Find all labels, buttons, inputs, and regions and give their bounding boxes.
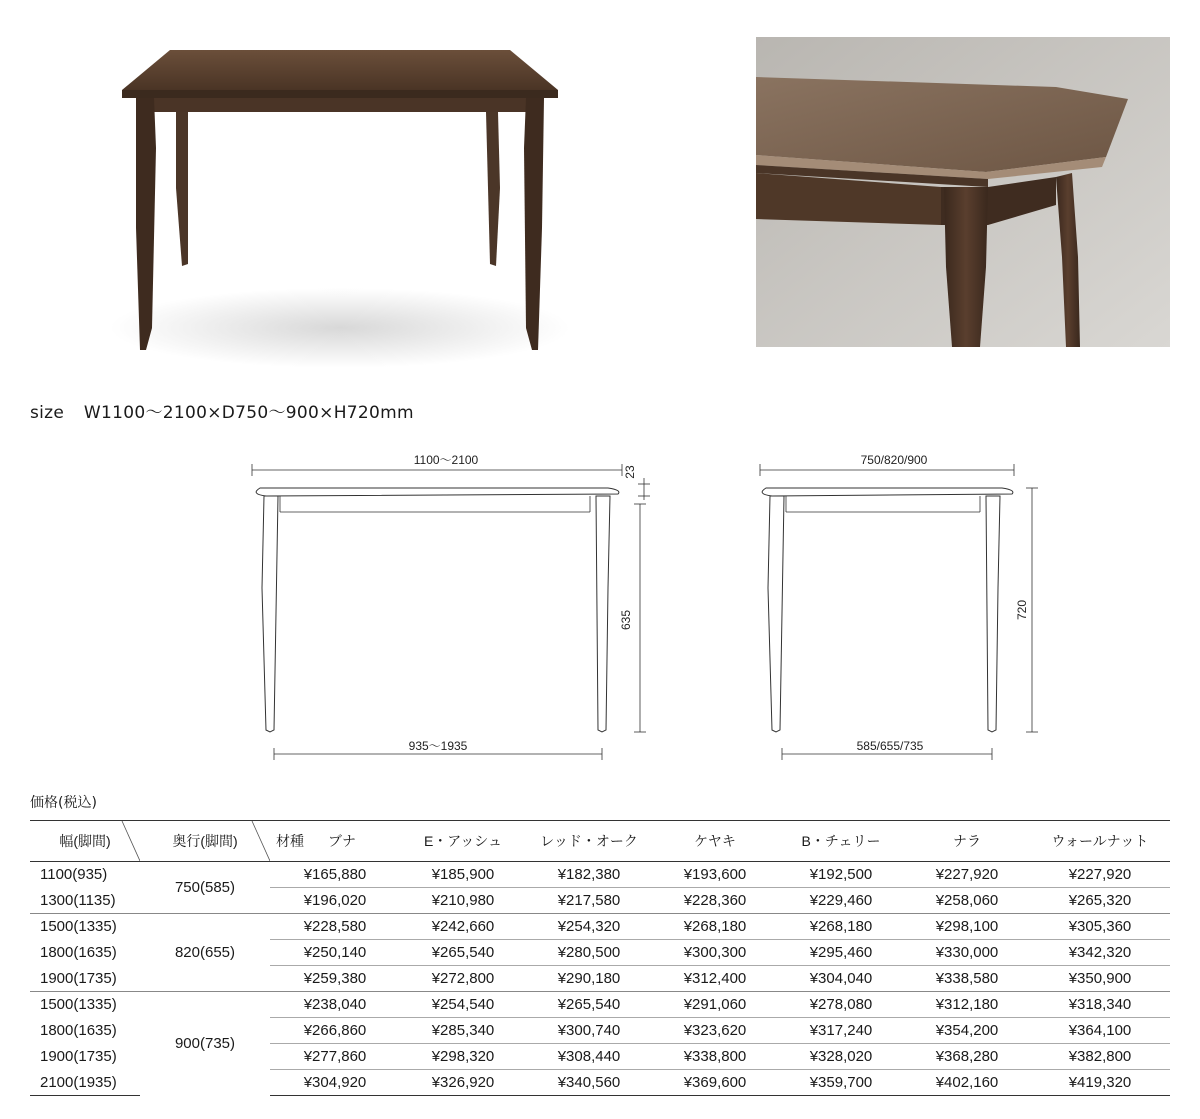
price-cell: ¥278,080 (778, 992, 904, 1018)
price-table (30, 820, 1170, 1096)
price-cell: ¥254,320 (526, 914, 652, 940)
price-cell: ¥350,900 (1030, 966, 1170, 992)
table-row (30, 992, 1170, 1018)
header-material: 材種 ブナ (270, 821, 400, 862)
side-leg-span-dimension: 585/655/735 (856, 739, 924, 753)
price-cell: ¥354,200 (904, 1018, 1030, 1044)
price-cell: ¥298,320 (400, 1044, 526, 1070)
price-cell: ¥323,620 (652, 1018, 778, 1044)
price-cell: ¥308,440 (526, 1044, 652, 1070)
price-cell: ¥285,340 (400, 1018, 526, 1044)
header-material-red-oak: レッド・オーク (526, 821, 652, 862)
price-cell: ¥402,160 (904, 1070, 1030, 1096)
price-cell: ¥280,500 (526, 940, 652, 966)
price-cell: ¥265,540 (400, 940, 526, 966)
size-value: W1100〜2100×D750〜900×H720mm (83, 403, 414, 423)
table-row (30, 862, 1170, 888)
price-cell: ¥318,340 (1030, 992, 1170, 1018)
price-cell: ¥338,800 (652, 1044, 778, 1070)
leg-height-dimension: 635 (619, 609, 633, 631)
table-row (30, 914, 1170, 940)
price-cell: ¥342,320 (1030, 940, 1170, 966)
price-cell: ¥305,360 (1030, 914, 1170, 940)
price-cell: ¥359,700 (778, 1070, 904, 1096)
price-cell: ¥364,100 (1030, 1018, 1170, 1044)
price-cell: ¥258,060 (904, 888, 1030, 914)
price-cell: ¥250,140 (270, 940, 400, 966)
header-material-oak: ナラ (904, 821, 1030, 862)
price-cell: ¥295,460 (778, 940, 904, 966)
price-cell: ¥317,240 (778, 1018, 904, 1044)
price-cell: ¥268,180 (778, 914, 904, 940)
front-leg-span-dimension: 935〜1935 (408, 739, 468, 753)
header-material-walnut: ウォールナット (1030, 821, 1170, 862)
top-thickness-dimension: 23 (623, 465, 637, 479)
price-cell: ¥192,500 (778, 862, 904, 888)
width-cell: 1900(1735) (40, 1048, 117, 1065)
width-cell: 1100(935) (30, 862, 140, 888)
table-photo (70, 28, 610, 368)
price-cell: ¥227,920 (904, 862, 1030, 888)
price-cell: ¥193,600 (652, 862, 778, 888)
header-diagonal-divider (30, 821, 140, 861)
price-cell: ¥369,600 (652, 1070, 778, 1096)
price-cell: ¥182,380 (526, 862, 652, 888)
price-cell: ¥300,300 (652, 940, 778, 966)
price-cell: ¥328,020 (778, 1044, 904, 1070)
width-cell: 1500(1335) (30, 914, 140, 940)
price-cell: ¥242,660 (400, 914, 526, 940)
depth-cell: 820(655) (140, 914, 270, 992)
price-cell: ¥268,180 (652, 914, 778, 940)
price-cell: ¥330,000 (904, 940, 1030, 966)
price-cell: ¥238,040 (270, 992, 400, 1018)
front-width-dimension: 1100〜2100 (413, 453, 479, 467)
side-depth-dimension: 750/820/900 (860, 453, 928, 467)
front-view-drawing (240, 448, 660, 768)
price-cell: ¥312,400 (652, 966, 778, 992)
table-corner-detail-photo (756, 37, 1170, 347)
price-cell: ¥217,580 (526, 888, 652, 914)
price-cell: ¥340,560 (526, 1070, 652, 1096)
width-cell: 1500(1335) (30, 992, 140, 1018)
width-cell: 1800(1635) (40, 944, 117, 961)
size-label: size (30, 403, 65, 423)
price-cell: ¥326,920 (400, 1070, 526, 1096)
price-cell: ¥185,900 (400, 862, 526, 888)
price-table-header (30, 821, 1170, 862)
price-cell: ¥312,180 (904, 992, 1030, 1018)
price-heading: 価格(税込) (30, 795, 97, 811)
price-cell: ¥254,540 (400, 992, 526, 1018)
price-cell: ¥265,320 (1030, 888, 1170, 914)
depth-cell: 900(735) (140, 992, 270, 1096)
corner-detail-illustration (756, 37, 1170, 347)
size-specification (30, 398, 414, 423)
header-material-b-cherry: B・チェリー (778, 821, 904, 862)
price-cell: ¥259,380 (270, 966, 400, 992)
price-cell: ¥272,800 (400, 966, 526, 992)
header-width: 幅(脚間) (30, 821, 140, 862)
price-cell: ¥368,280 (904, 1044, 1030, 1070)
header-material-zelkova: ケヤキ (652, 821, 778, 862)
header-material-beech: ブナ (328, 833, 356, 849)
price-cell: ¥304,040 (778, 966, 904, 992)
total-height-dimension: 720 (1015, 599, 1029, 621)
price-cell: ¥227,920 (1030, 862, 1170, 888)
header-depth: 奥行(脚間) (140, 821, 270, 862)
price-cell: ¥382,800 (1030, 1044, 1170, 1070)
side-view-drawing (750, 448, 1050, 768)
price-cell: ¥228,360 (652, 888, 778, 914)
price-cell: ¥300,740 (526, 1018, 652, 1044)
price-cell: ¥298,100 (904, 914, 1030, 940)
width-cell: 1900(1735) (40, 969, 117, 987)
width-cell: 1800(1635) (40, 1022, 117, 1039)
depth-cell: 750(585) (140, 862, 270, 914)
price-cell: ¥304,920 (270, 1070, 400, 1096)
header-diagonal-divider (140, 821, 270, 861)
table-illustration (70, 28, 610, 368)
price-cell: ¥229,460 (778, 888, 904, 914)
price-cell: ¥228,580 (270, 914, 400, 940)
price-cell: ¥266,860 (270, 1018, 400, 1044)
width-cell: 2100(1935) (30, 1070, 140, 1096)
price-cell: ¥290,180 (526, 966, 652, 992)
header-material-e-ash: E・アッシュ (400, 821, 526, 862)
price-cell: ¥210,980 (400, 888, 526, 914)
price-cell: ¥419,320 (1030, 1070, 1170, 1096)
price-cell: ¥265,540 (526, 992, 652, 1018)
price-cell: ¥291,060 (652, 992, 778, 1018)
price-cell: ¥196,020 (270, 888, 400, 914)
price-cell: ¥277,860 (270, 1044, 400, 1070)
width-cell: 1300(1135) (40, 891, 116, 909)
price-cell: ¥338,580 (904, 966, 1030, 992)
price-cell: ¥165,880 (270, 862, 400, 888)
